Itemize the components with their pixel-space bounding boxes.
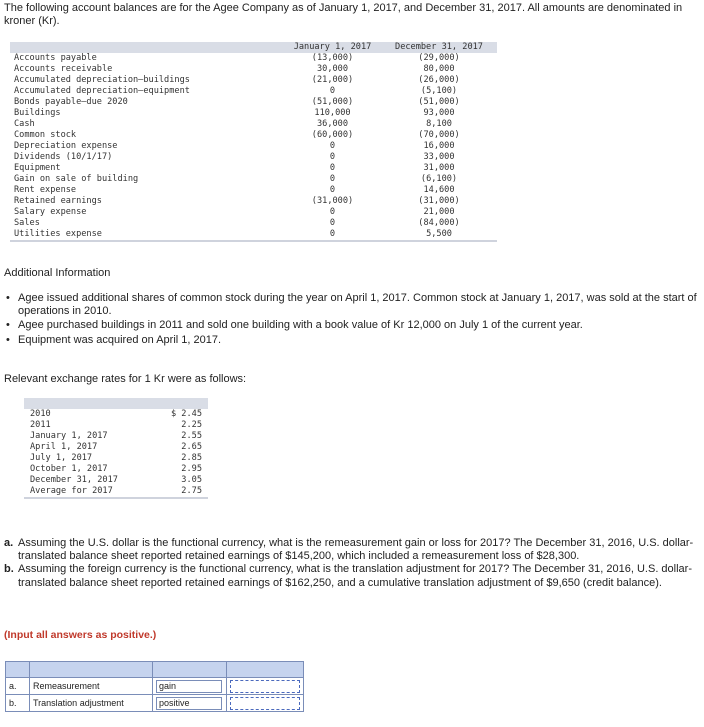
- balance-account: Accounts payable: [14, 53, 97, 63]
- questions: [4, 537, 698, 590]
- balance-dec: (84,000): [418, 218, 460, 228]
- balance-dec: 31,000: [423, 163, 455, 173]
- rate-row: [24, 464, 208, 475]
- balance-account: Rent expense: [14, 185, 77, 195]
- balance-account: Common stock: [14, 130, 77, 140]
- balance-dec: (70,000): [418, 130, 460, 140]
- bullet-icon: •: [6, 292, 10, 304]
- balances-header-account: [10, 42, 284, 53]
- balance-account: Accumulated depreciation—buildings: [14, 75, 190, 85]
- additional-info-text: Agee issued additional shares of common stock during the year on April 1, 2017. Common stock at January 1, 2017, was sold at the start of operations in 2010.: [18, 292, 697, 318]
- balances-header-jan: January 1, 2017: [293, 42, 372, 52]
- answer-row-a: [6, 678, 304, 695]
- balance-row: [10, 119, 497, 130]
- balance-jan: (60,000): [311, 130, 354, 140]
- balance-dec: 33,000: [423, 152, 455, 162]
- answer-b-label: b.: [6, 695, 30, 712]
- balance-row: [10, 64, 497, 75]
- balance-account: Retained earnings: [14, 196, 102, 206]
- additional-info-item: [4, 292, 700, 318]
- gain-loss-select[interactable]: gain: [156, 680, 222, 693]
- rate-period: July 1, 2017: [30, 453, 93, 463]
- rate-period: Average for 2017: [30, 486, 113, 496]
- balance-row: [10, 141, 497, 152]
- balance-row: [10, 130, 497, 141]
- balance-dec: 14,600: [423, 185, 455, 195]
- balance-jan: 0: [329, 163, 336, 173]
- answer-row-b: [6, 695, 304, 712]
- balance-jan: (13,000): [311, 53, 354, 63]
- additional-info-item: [4, 319, 700, 332]
- balance-account: Accumulated depreciation—equipment: [14, 86, 190, 96]
- balance-jan: (31,000): [311, 196, 354, 206]
- answer-table: [5, 661, 304, 712]
- balance-jan: 0: [329, 218, 336, 228]
- balance-dec: 8,100: [426, 119, 452, 129]
- rate-row: [24, 431, 208, 442]
- balance-dec: (26,000): [418, 75, 460, 85]
- rate-row: [24, 453, 208, 464]
- answer-a-label: a.: [6, 678, 30, 695]
- rate-value: 2.65: [181, 442, 202, 452]
- balance-row: [10, 97, 497, 108]
- positive-negative-select[interactable]: positive: [156, 697, 222, 710]
- balance-jan: 0: [329, 141, 336, 151]
- balance-jan: (21,000): [311, 75, 354, 85]
- balance-dec: 80,000: [423, 64, 455, 74]
- balance-jan: 0: [329, 207, 336, 217]
- additional-info-text: Equipment was acquired on April 1, 2017.: [18, 333, 222, 346]
- rate-period: December 31, 2017: [30, 475, 118, 485]
- balance-row: [10, 163, 497, 174]
- balances-header-dec: December 31, 2017: [395, 42, 483, 52]
- balance-row: [10, 75, 497, 86]
- question-b-label: b.: [4, 563, 14, 576]
- rate-value: $ 2.45: [170, 409, 202, 419]
- balance-jan: 30,000: [316, 64, 349, 74]
- input-note: (Input all answers as positive.): [4, 629, 157, 641]
- balance-dec: (51,000): [418, 97, 460, 107]
- balance-dec: 21,000: [423, 207, 455, 217]
- balance-account: Utilities expense: [14, 229, 102, 239]
- balance-account: Dividends (10/1/17): [14, 152, 113, 162]
- rate-row: [24, 475, 208, 486]
- rate-row: [24, 420, 208, 431]
- rate-period: 2011: [30, 420, 51, 430]
- rate-value: 2.75: [181, 486, 202, 496]
- question-a: [4, 537, 698, 563]
- balance-account: Sales: [14, 218, 40, 228]
- balance-dec: (6,100): [420, 174, 458, 184]
- question-a-label: a.: [4, 537, 14, 549]
- answer-a-item: Remeasurement: [30, 678, 153, 695]
- rate-value: 2.55: [181, 431, 202, 441]
- balance-jan: 0: [329, 86, 336, 96]
- additional-info-title: Additional Information: [4, 267, 111, 279]
- balance-row: [10, 53, 497, 64]
- account-balances-table: [10, 42, 497, 242]
- balance-account: Bonds payable—due 2020: [14, 97, 128, 107]
- question-b-text: Assuming the foreign currency is the functional currency, what is the translation adjustment for 2017? The December 31, 2016, U.S. dollar-translated balance sheet reported retained earnings of $162,250, and a cumulative translation adjustment of $9,650 (credit balance).: [18, 563, 692, 589]
- balance-row: [10, 86, 497, 97]
- balance-dec: (5,100): [420, 86, 458, 96]
- balances-header-row: [10, 42, 497, 53]
- balance-row: [10, 196, 497, 207]
- rate-row: [24, 409, 208, 420]
- balance-row: [10, 207, 497, 218]
- rate-row: [24, 486, 208, 497]
- balance-account: Buildings: [14, 108, 61, 118]
- answer-header-row: [6, 662, 304, 678]
- rates-header-row: [24, 398, 208, 409]
- translation-amount-input[interactable]: [230, 697, 300, 710]
- additional-info-item: [4, 334, 700, 347]
- balance-account: Cash: [14, 119, 35, 129]
- balance-row: [10, 229, 497, 240]
- exchange-rates-table: [24, 398, 208, 499]
- balance-jan: 36,000: [316, 119, 349, 129]
- balance-row: [10, 108, 497, 119]
- balance-jan: 0: [329, 174, 336, 184]
- balance-jan: (51,000): [311, 97, 354, 107]
- bullet-icon: •: [6, 319, 10, 332]
- balance-jan: 0: [329, 185, 336, 195]
- question-a-text: Assuming the U.S. dollar is the functional currency, what is the remeasurement gain or loss for 2017? The December 31, 2016, U.S. dollar-translated balance sheet reported retained earnings of $145,200, which included a remeasurement loss of $28,300.: [18, 537, 694, 563]
- rate-value: 2.85: [181, 453, 202, 463]
- intro-text: The following account balances are for the Agee Company as of January 1, 2017, and December 31, 2017. All amounts are denominated in kroner (Kr).: [4, 2, 683, 27]
- rate-period: January 1, 2017: [30, 431, 108, 441]
- balance-account: Salary expense: [14, 207, 87, 217]
- balance-dec: (31,000): [418, 196, 460, 206]
- rate-period: October 1, 2017: [30, 464, 108, 474]
- balance-dec: 16,000: [423, 141, 455, 151]
- balance-row: [10, 185, 497, 196]
- additional-info-text: Agee purchased buildings in 2011 and sold one building with a book value of Kr 12,000 on July 1 of the current year.: [18, 319, 583, 332]
- balance-account: Equipment: [14, 163, 61, 173]
- rate-period: 2010: [30, 409, 51, 419]
- balance-dec: 5,500: [426, 229, 452, 239]
- rate-value: 2.95: [181, 464, 202, 474]
- bullet-icon: •: [6, 333, 10, 346]
- rate-row: [24, 442, 208, 453]
- additional-info-list: [4, 292, 700, 348]
- answer-b-item: Translation adjustment: [30, 695, 153, 712]
- question-b: [4, 563, 698, 589]
- balance-jan: 0: [329, 229, 336, 239]
- balance-row: [10, 174, 497, 185]
- balance-jan: 110,000: [314, 108, 351, 118]
- balance-row: [10, 218, 497, 229]
- rates-intro: Relevant exchange rates for 1 Kr were as follows:: [4, 373, 247, 385]
- balance-account: Depreciation expense: [14, 141, 118, 151]
- balance-dec: (29,000): [418, 53, 460, 63]
- rate-value: 3.05: [181, 475, 202, 485]
- rate-value: 2.25: [181, 420, 202, 430]
- balance-dec: 93,000: [423, 108, 455, 118]
- rate-period: April 1, 2017: [30, 442, 98, 452]
- balance-jan: 0: [329, 152, 336, 162]
- balance-account: Gain on sale of building: [14, 174, 139, 184]
- balance-row: [10, 152, 497, 163]
- balance-account: Accounts receivable: [14, 64, 113, 74]
- remeasurement-amount-input[interactable]: [230, 680, 300, 693]
